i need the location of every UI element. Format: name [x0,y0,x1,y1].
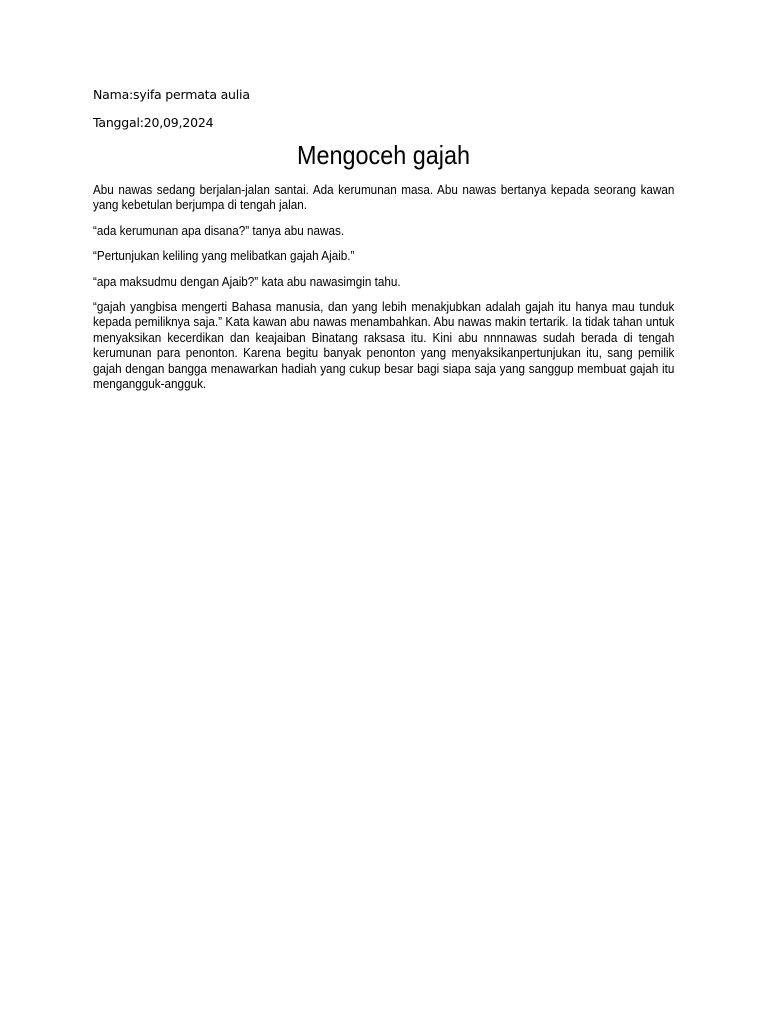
date-line: Tanggal:20,09,2024 [93,115,214,130]
paragraph-question: “ada kerumunan apa disana?” tanya abu nawas. [93,222,345,238]
student-name-line: Nama:syifa permata aulia [93,87,250,102]
paragraph-explanation: “gajah yangbisa mengerti Bahasa manusia, dan yang lebih menakjubkan adalah gajah itu hanya mau tunduk kepada pemiliknya saja.” Kata kawan abu nawas menambahkan. Abu nawas makin tertarik. Ia tidak tahan untuk menyaksikan kecerdikan dan keajaiban Binatang raksasa itu. Kini abu nnnnawas sudah berada di tengah kerumunan para penonton. Karena begitu banyak penonton yang menyaksikanpertunjukan itu, sang pemilik gajah dengan bangga menawarkan hadiah yang cukup besar bagi siapa saja yang sanggup membuat gajah itu mengangguk-angguk. [93,299,675,392]
paragraph-followup: “apa maksudmu dengan Ajaib?” kata abu nawasimgin tahu. [93,273,401,289]
story-body [93,182,674,401]
paragraph-answer: “Pertunjukan keliling yang melibatkan gajah Ajaib.” [93,248,355,264]
paragraph-intro: Abu nawas sedang berjalan-jalan santai. Ada kerumunan masa. Abu nawas bertanya kepada seorang kawan yang kebetulan berjumpa di tengah jalan. [93,182,675,213]
story-title: Mengoceh gajah [296,140,471,170]
